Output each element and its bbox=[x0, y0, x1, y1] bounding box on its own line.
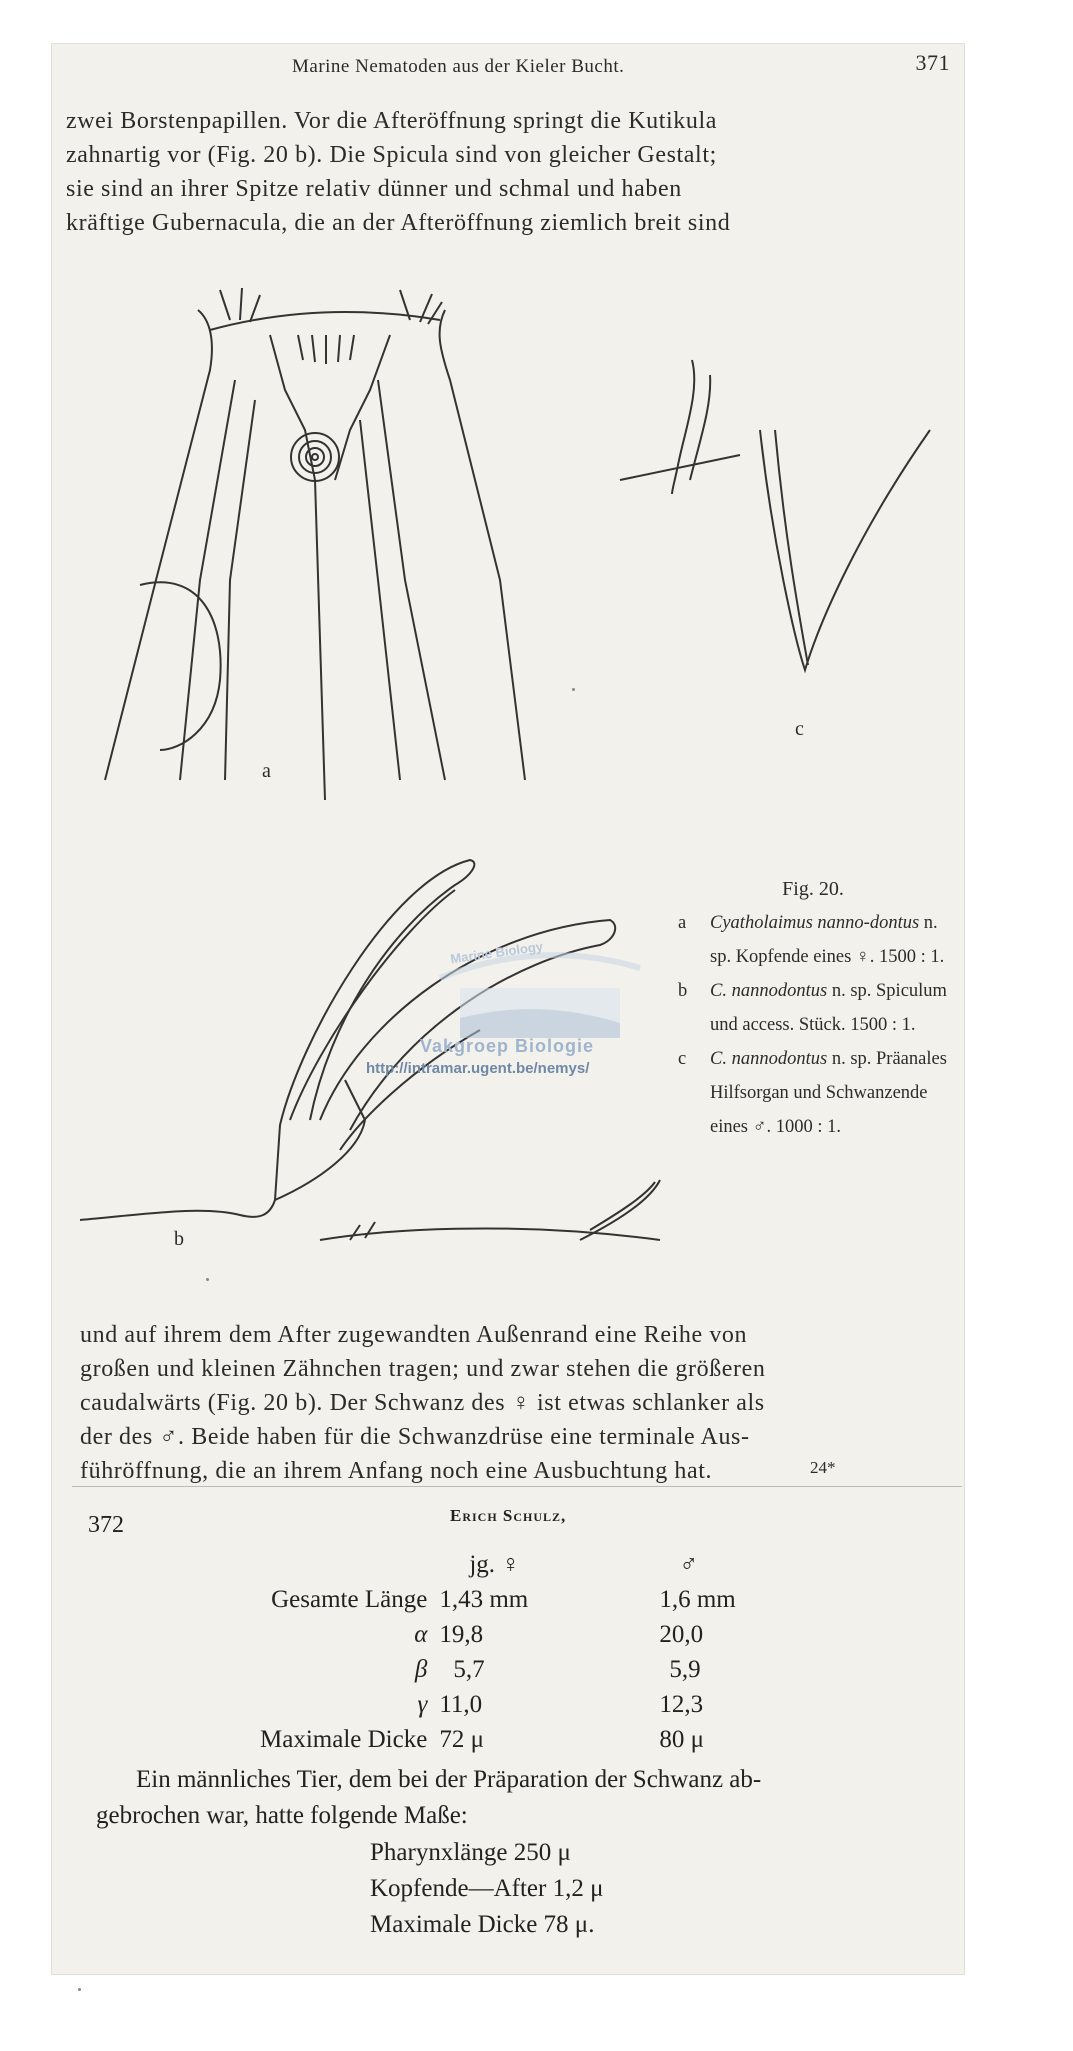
caption-text: n. sp. Spiculum und access. Stück. 1500 : 1. bbox=[710, 981, 947, 1035]
value-female: 11,0 bbox=[439, 1691, 483, 1718]
text-line: sie sind an ihrer Spitze relativ dünner und schmal und haben bbox=[66, 176, 682, 202]
page-number: 371 bbox=[915, 50, 950, 75]
caption-species: C. nannodontus bbox=[710, 1049, 828, 1069]
table-cell bbox=[260, 1548, 439, 1583]
table-header-row bbox=[260, 1548, 839, 1583]
table-row bbox=[260, 1653, 839, 1688]
text-line: großen und kleinen Zähnchen tragen; und zwar stehen die größeren bbox=[80, 1356, 766, 1382]
paper-speck bbox=[572, 688, 575, 691]
row-label: β bbox=[414, 1656, 428, 1683]
paragraph-top bbox=[66, 104, 946, 240]
caption-species: C. nannodontus bbox=[710, 981, 828, 1001]
figure-label-c: c bbox=[795, 718, 804, 740]
value-male: 12,3 bbox=[659, 1691, 704, 1718]
measurement-line: Pharynxlänge 250 μ bbox=[370, 1839, 571, 1866]
text-line: Ein männliches Tier, dem bei der Präparation der Schwanz ab- bbox=[136, 1766, 762, 1793]
column-header-male: ♂ bbox=[679, 1551, 699, 1578]
caption-title: Fig. 20. bbox=[782, 878, 844, 900]
table-row bbox=[260, 1618, 839, 1653]
value-female: 5,7 bbox=[453, 1656, 485, 1683]
measurement-line: Kopfende—After 1,2 μ bbox=[370, 1875, 604, 1902]
table-row bbox=[260, 1583, 839, 1618]
row-label: γ bbox=[417, 1691, 428, 1718]
text-line: kräftige Gubernacula, die an der Afteröffnung ziemlich breit sind bbox=[66, 210, 731, 236]
row-label: Gesamte Länge bbox=[271, 1586, 428, 1613]
watermark-brand: Marine Biology bbox=[449, 938, 544, 967]
caption-item-b bbox=[678, 974, 948, 1042]
table-row bbox=[260, 1688, 839, 1723]
page-number: 372 bbox=[88, 1512, 124, 1538]
row-label: α bbox=[414, 1621, 428, 1648]
value-male: 20,0 bbox=[659, 1621, 704, 1648]
text-line: und auf ihrem dem After zugewandten Außenrand eine Reihe von bbox=[80, 1322, 748, 1348]
male-measurements bbox=[370, 1835, 603, 1943]
text-line: der des ♂. Beide haben für die Schwanzdrüse eine terminale Aus- bbox=[80, 1424, 750, 1450]
value-male: 80 μ bbox=[659, 1726, 704, 1753]
running-author: Erich Schulz, bbox=[450, 1506, 567, 1525]
watermark-subtitle: Vakgroep Biologie bbox=[420, 1036, 595, 1056]
value-female: 19,8 bbox=[439, 1621, 484, 1648]
caption-text: n. sp. Präanales Hilfsorgan und Schwanzende eines ♂. 1000 : 1. bbox=[710, 1049, 947, 1137]
value-male: 1,6 mm bbox=[659, 1586, 736, 1613]
column-header-female: jg. ♀ bbox=[469, 1551, 521, 1578]
value-female: 1,43 mm bbox=[439, 1586, 529, 1613]
running-head: Marine Nematoden aus der Kieler Bucht. bbox=[292, 56, 625, 77]
measurement-line: Maximale Dicke 78 μ. bbox=[370, 1911, 595, 1938]
text-line: zwei Borstenpapillen. Vor die Afteröffnung springt die Kutikula bbox=[66, 108, 718, 134]
text-line: zahnartig vor (Fig. 20 b). Die Spicula sind von gleicher Gestalt; bbox=[66, 142, 717, 168]
page-372 bbox=[70, 1490, 970, 1960]
text-line: gebrochen war, hatte folgende Maße: bbox=[96, 1802, 468, 1829]
text-line: führöffnung, die an ihrem Anfang noch eine Ausbuchtung hat. bbox=[80, 1458, 713, 1484]
caption-key: c bbox=[678, 1049, 687, 1069]
value-male: 5,9 bbox=[669, 1656, 701, 1683]
measurement-table bbox=[260, 1548, 839, 1758]
paper-speck bbox=[78, 1988, 81, 1991]
text-line: caudalwärts (Fig. 20 b). Der Schwanz des ♀ ist etwas schlanker als bbox=[80, 1390, 765, 1416]
caption-key: a bbox=[678, 913, 687, 933]
row-label: Maximale Dicke bbox=[260, 1726, 428, 1753]
caption-item-a bbox=[678, 906, 948, 974]
watermark-url: http://intramar.ugent.be/nemys/ bbox=[366, 1060, 590, 1077]
table-row bbox=[260, 1723, 839, 1758]
running-header bbox=[52, 48, 964, 82]
figure-20a-head-drawing bbox=[60, 280, 960, 800]
signature-mark: 24* bbox=[810, 1458, 836, 1477]
paper-speck bbox=[206, 1278, 209, 1281]
caption-key: b bbox=[678, 981, 688, 1001]
caption-item-c bbox=[678, 1042, 948, 1144]
caption-species: Cyatholaimus nanno-dontus bbox=[710, 913, 920, 933]
caption-text: n. sp. Kopfende eines ♀. 1500 : 1. bbox=[710, 913, 945, 967]
paragraph-male-specimen bbox=[96, 1762, 976, 1834]
value-female: 72 μ bbox=[439, 1726, 484, 1753]
page-divider bbox=[72, 1486, 962, 1487]
figure-label-b: b bbox=[174, 1228, 184, 1250]
figure-caption bbox=[678, 872, 948, 1144]
figure-label-a: a bbox=[262, 760, 271, 782]
